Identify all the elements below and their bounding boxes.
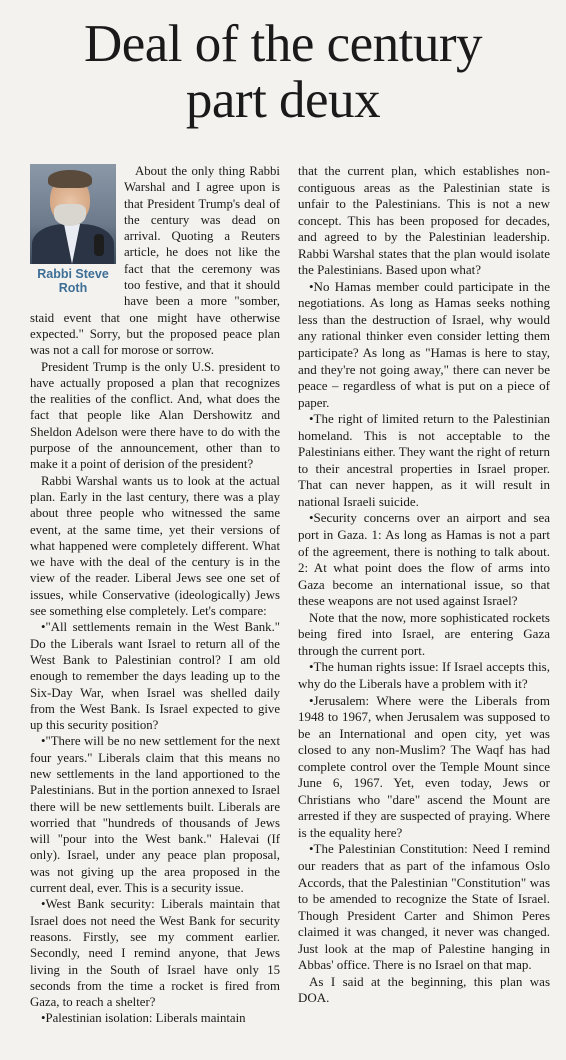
author-box: [30, 164, 116, 295]
paragraph: that the current plan, which establishes non-contiguous areas as the Palestinian state is unfair to the Palestinians. This is not a new concept. This has been proposed for decades, and agreed to by the Palestinian leadership. Rabbi Warshal states that the plan would isolate the Palestinians. Based upon what?: [298, 163, 550, 278]
author-byline: [30, 267, 116, 295]
article-column-left: [30, 163, 280, 1027]
paragraph: •"All settlements remain in the West Bank." Do the Liberals want Israel to return all of the West Bank to Palestinian control? I am old enough to remember the days leading up to the Six-Day War, when Israel was shelled daily from the West Bank. Is Israel expected to give up this security position?: [30, 620, 280, 733]
paragraph: President Trump is the only U.S. president to have actually proposed a plan that recognizes the realities of the conflict. And, what does the fact that people like Alan Dershowitz and Sheldon Adelson were there have to do with the purpose of the announcement, other than to make it a point of derision of the president?: [30, 359, 280, 472]
paragraph: As I said at the beginning, this plan was DOA.: [298, 973, 550, 1006]
paragraph: •The human rights issue: If Israel accepts this, why do the Liberals have a problem with it?: [298, 659, 550, 691]
paragraph: •"There will be no new settlement for the next four years." Liberals claim that this means no new settlements in the land apportioned to the Palestinians. But in the portion annexed to Israel there will be new settlements built. Liberals are worried that "hundreds of thousands of Jews will "pour into the West bank." Halevai (If only). Israel, under any peace plan proposal, was not giving up the area proposed in the current deal, ever. This is a security issue.: [30, 734, 280, 896]
paragraph: •Jerusalem: Where were the Liberals from 1948 to 1967, when Jerusalem was supposed to be an International and open city, yet was closed to any non-Muslim? The Waqf has had complete control over the Temple Mount since June 6, 1967. Yet, even today, Jews or Christians who "dare" ascend the Mount are arrested if they are suspected of praying. Where is the equality here?: [298, 692, 550, 840]
paragraph: •Security concerns over an airport and sea port in Gaza. 1: As long as Hamas is not a part of the agreement, there is nothing to talk about. 2: At what point does the flow of arms into Gaza become an international issue, so that these weapons are not used against Israel?: [298, 510, 550, 609]
paragraph: About the only thing Rabbi Warshal and I agree upon is that President Trump's deal of the century was dead on arrival. Quoting a Reuters article, he does not like the fact that the ceremony was too festive, and that it should have been a more "somber, staid event that one might have otherwise expected." Sorry, but the proposed peace plan was not a call for morose or sorrow.: [30, 164, 280, 358]
paragraph: •The right of limited return to the Palestinian homeland. This is not acceptable to the Palestinians either. They want the right of return to their ancestral properties in Israel proper. That can never happen, as it will result in national Israeli suicide.: [298, 411, 550, 509]
paragraph: •West Bank security: Liberals maintain that Israel does not need the West Bank for security reasons. Firstly, see my comment earlier. Secondly, need I remind anyone, that Jews living in the South of Israel have only 15 seconds from the time a rocket is fired from Gaza, to reach a shelter?: [30, 897, 280, 1010]
headline-line-1: Deal of the century: [83, 15, 483, 73]
headline-line-2: part deux: [185, 71, 381, 129]
byline-line-1: Rabbi Steve: [37, 267, 109, 281]
byline-line-2: Roth: [58, 281, 88, 295]
article-column-right: [298, 163, 550, 1007]
paragraph: •The Palestinian Constitution: Need I remind our readers that as part of the infamous Oslo Accords, that the Palestinian "Constitution" was to be amended to recognize the State of Israel. Though President Carter and Shimon Peres claimed it was changed, it never was changed. Just look at the map of Palestine hanging in Abbas' office. There is no Israel on that map.: [298, 841, 550, 973]
paragraph: •No Hamas member could participate in the negotiations. As long as Hamas seeks nothing less than the destruction of Israel, why would any rational thinker even consider letting them participate? As long as "Hamas is here to stay, and they're not going away," there can never be peace – regardless of what is put on a piece of paper.: [298, 278, 550, 410]
paragraph: •Palestinian isolation: Liberals maintain: [41, 1011, 246, 1026]
headline: [0, 16, 566, 128]
paragraph: Rabbi Warshal wants us to look at the actual plan. Early in the last century, there was a play about three people who witnessed the same event, at the same time, yet their versions of what happened were completely different. What we have with the deal of the century is in the view of the reader. Liberal Jews see one set of issues, while Conservative (ideologically) Jews see something else completely. Let's compare:: [30, 473, 280, 619]
microphone-icon: [94, 234, 104, 256]
paragraph: Note that the now, more sophisticated rockets being fired into Israel, are entering Gaza through the current port.: [298, 609, 550, 658]
author-photo: [30, 164, 116, 264]
